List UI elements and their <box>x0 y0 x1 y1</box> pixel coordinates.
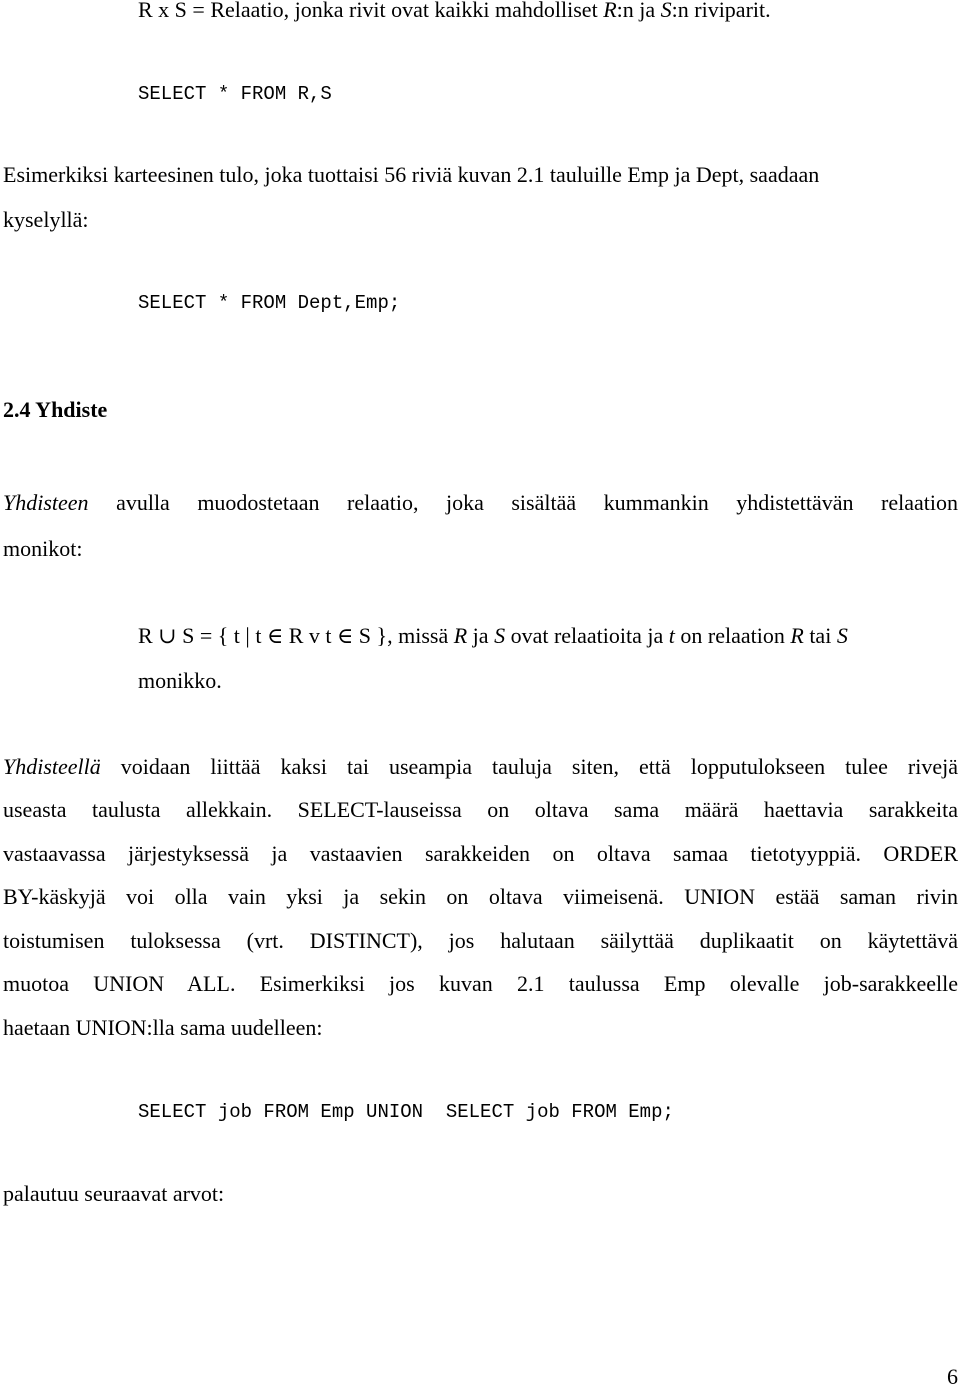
paragraph-union-detail-line7: haetaan UNION:lla sama uudelleen: <box>3 1015 323 1040</box>
text: Yhdisteellä <box>3 754 101 779</box>
text: R x S = Relaatio, jonka rivit ovat kaikki mahdolliset <box>138 0 604 22</box>
formula-math: R ∪ S = { t | t ∈ R v t ∈ S } <box>138 623 388 648</box>
text: , missä <box>387 623 454 648</box>
text: tai <box>803 623 837 648</box>
paragraph-cartesian-example-line1: Esimerkiksi karteesinen tulo, joka tuottaisi 56 riviä kuvan 2.1 tauluille Emp ja Dept, saadaan <box>3 162 820 187</box>
paragraph-union-detail-line2: useasta taulusta allekkain. SELECT-lauseissa on oltava sama määrä haettavia sarakkeita <box>3 797 958 822</box>
paragraph-union-detail-line5: toistumisen tuloksessa (vrt. DISTINCT), jos halutaan säilyttää duplikaatit on käytettävä <box>3 928 958 953</box>
text: :n ja <box>616 0 661 22</box>
text: avulla muodostetaan relaatio, joka sisältää kummankin yhdistettävän relaation <box>88 490 958 515</box>
text: R <box>603 0 617 22</box>
text: R <box>790 623 804 648</box>
paragraph-union-line1 <box>3 489 958 517</box>
text: S <box>836 623 848 648</box>
text: on relaation <box>674 623 791 648</box>
text: R <box>453 623 468 648</box>
text: ja <box>467 623 495 648</box>
text: S <box>494 623 506 648</box>
paragraph-result-intro: palautuu seuraavat arvot: <box>3 1181 225 1206</box>
paragraph-union-detail-line6: muotoa UNION ALL. Esimerkiksi jos kuvan 2.1 taulussa Emp olevalle job-sarakkeelle <box>3 971 958 996</box>
code-select-dept-emp: SELECT * FROM Dept,Emp; <box>138 292 401 314</box>
paragraph-union-detail-line1 <box>3 753 958 781</box>
paragraph-union-detail-line4: BY-käskyjä voi olla vain yksi ja sekin on oltava viimeisenä. UNION estää saman rivin <box>3 884 958 909</box>
page-number: 6 <box>947 1364 958 1389</box>
text: Yhdisteen <box>3 490 89 515</box>
paragraph-union-detail-line3: vastaavassa järjestyksessä ja vastaavien sarakkeiden on oltava samaa tietotyyppiä. ORDER <box>3 841 958 866</box>
text: :n riviparit. <box>671 0 771 22</box>
paragraph-cartesian-example-line2: kyselyllä: <box>3 207 89 232</box>
heading-text: 2.4 Yhdiste <box>3 397 108 422</box>
text: S <box>660 0 672 22</box>
code-union-query: SELECT job FROM Emp UNION SELECT job FROM Emp; <box>138 1101 674 1123</box>
code-select-r-s: SELECT * FROM R,S <box>138 83 332 105</box>
section-heading <box>3 396 107 424</box>
text: voidaan liittää kaksi tai useampia tauluja siten, että lopputulokseen tulee rivejä <box>100 754 958 779</box>
union-formula-continuation: monikko. <box>138 668 222 693</box>
cartesian-definition <box>138 0 771 24</box>
text: ovat relaatioita ja <box>505 623 669 648</box>
text: t <box>668 623 675 648</box>
paragraph-union-line2: monikot: <box>3 536 83 561</box>
union-formula <box>138 622 848 650</box>
